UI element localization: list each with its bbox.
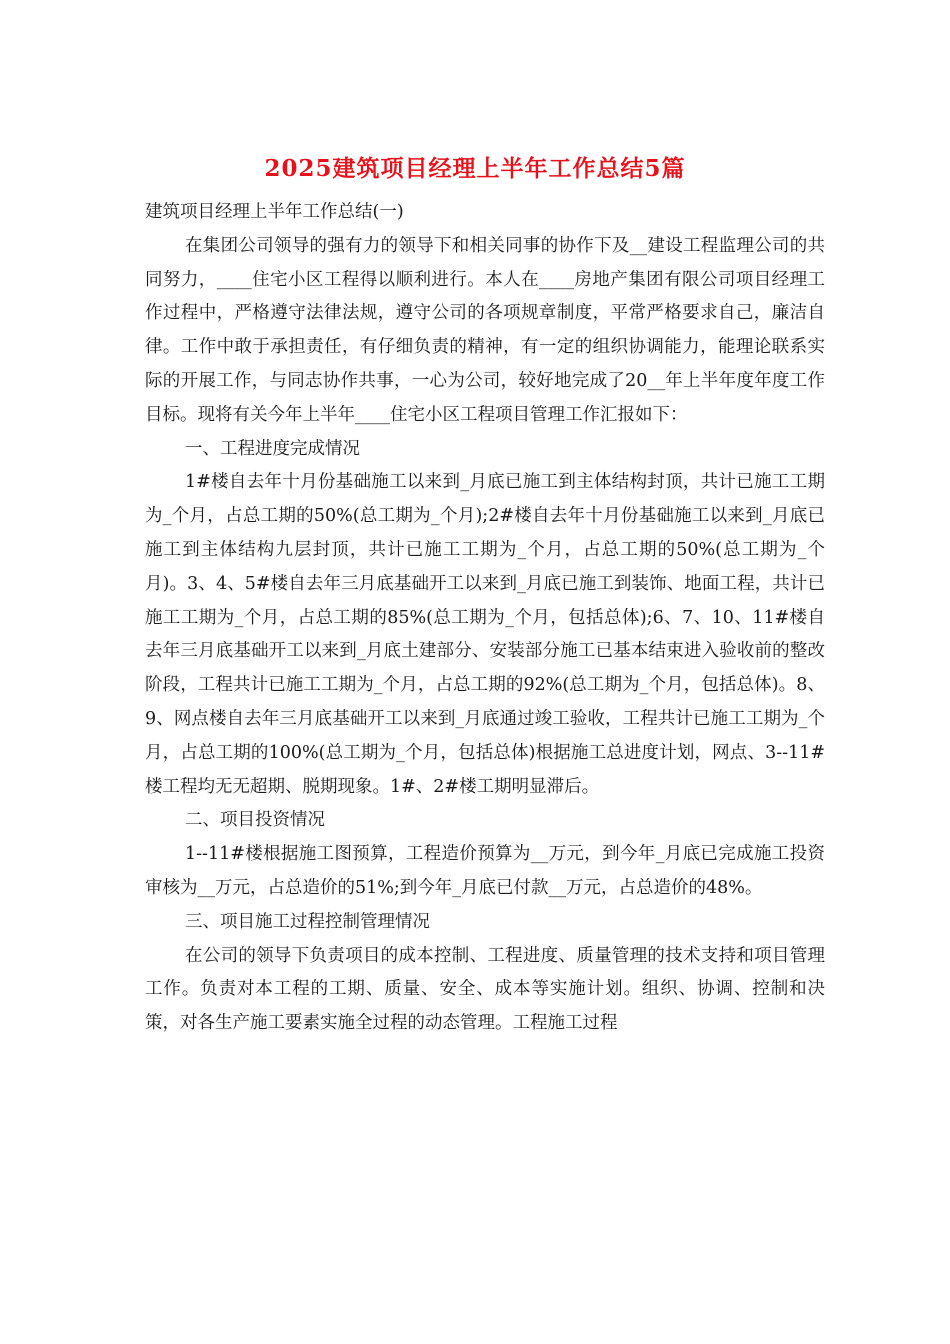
section-subtitle: 建筑项目经理上半年工作总结(一) bbox=[145, 202, 404, 222]
heading-investment: 二、项目投资情况 bbox=[185, 810, 325, 831]
paragraph-process-control: 在公司的领导下负责项目的成本控制、工程进度、质量管理的技术支持和项目管理工作。负责对本工程的工期、质量、安全、成本等实施计划。组织、协调、控制和决策，对各生产施工要素实施全过程的动态管理。工程施工过程 bbox=[145, 945, 825, 1034]
heading-process-control: 三、项目施工过程控制管理情况 bbox=[185, 911, 430, 932]
paragraph-intro: 在集团公司领导的强有力的领导下和相关同事的协作下及__建设工程监理公司的共同努力，____住宅小区工程得以顺利进行。本人在____房地产集团有限公司项目经理工作过程中，严格遵守法律法规，遵守公司的各项规章制度，平常严格要求自己，廉洁自律。工作中敢于承担责任，有仔细负责的精神，有一定的组织协调能力，能理论联系实际的开展工作，与同志协作共事，一心为公司，较好地完成了20__年上半年度年度工作目标。现将有关今年上半年____住宅小区工程项目管理工作汇报如下： bbox=[145, 235, 825, 425]
document-title: 2025建筑项目经理上半年工作总结5篇 bbox=[264, 155, 686, 182]
heading-progress: 一、工程进度完成情况 bbox=[185, 438, 360, 459]
paragraph-progress: 1#楼自去年十月份基础施工以来到_月底已施工到主体结构封顶，共计已施工工期为_个月，占总工期的50%(总工期为_个月);2#楼自去年十月份基础施工以来到_月底已施工到主体结构九层封顶，共计已施工工期为_个月，占总工期的50%(总工期为_个月)。3、4、5#楼自去年三月底基础开工以来到_月底已施工到装饰、地面工程，共计已施工工期为_个月，占总工期的85%(总工期为_个月，包括总体);6、7、10、11#楼自去年三月底基础开工以来到_月底土建部分、安装部分施工已基本结束进入验收前的整改阶段，工程共计已施工工期为_个月，占总工期的92%(总工期为_个月，包括总体)。8、9、网点楼自去年三月底基础开工以来到_月底通过竣工验收，工程共计已施工工期为_个月，占总工期的100%(总工期为_个月，包括总体)根据施工总进度计划，网点、3--11#楼工程均无无超期、脱期现象。1#、2#楼工期明显滞后。 bbox=[145, 472, 825, 797]
document-body bbox=[145, 196, 825, 1041]
paragraph-investment: 1--11#楼根据施工图预算，工程造价预算为__万元，到今年_月底已完成施工投资审核为__万元，占总造价的51%;到今年_月底已付款__万元，占总造价的48%。 bbox=[145, 844, 825, 898]
